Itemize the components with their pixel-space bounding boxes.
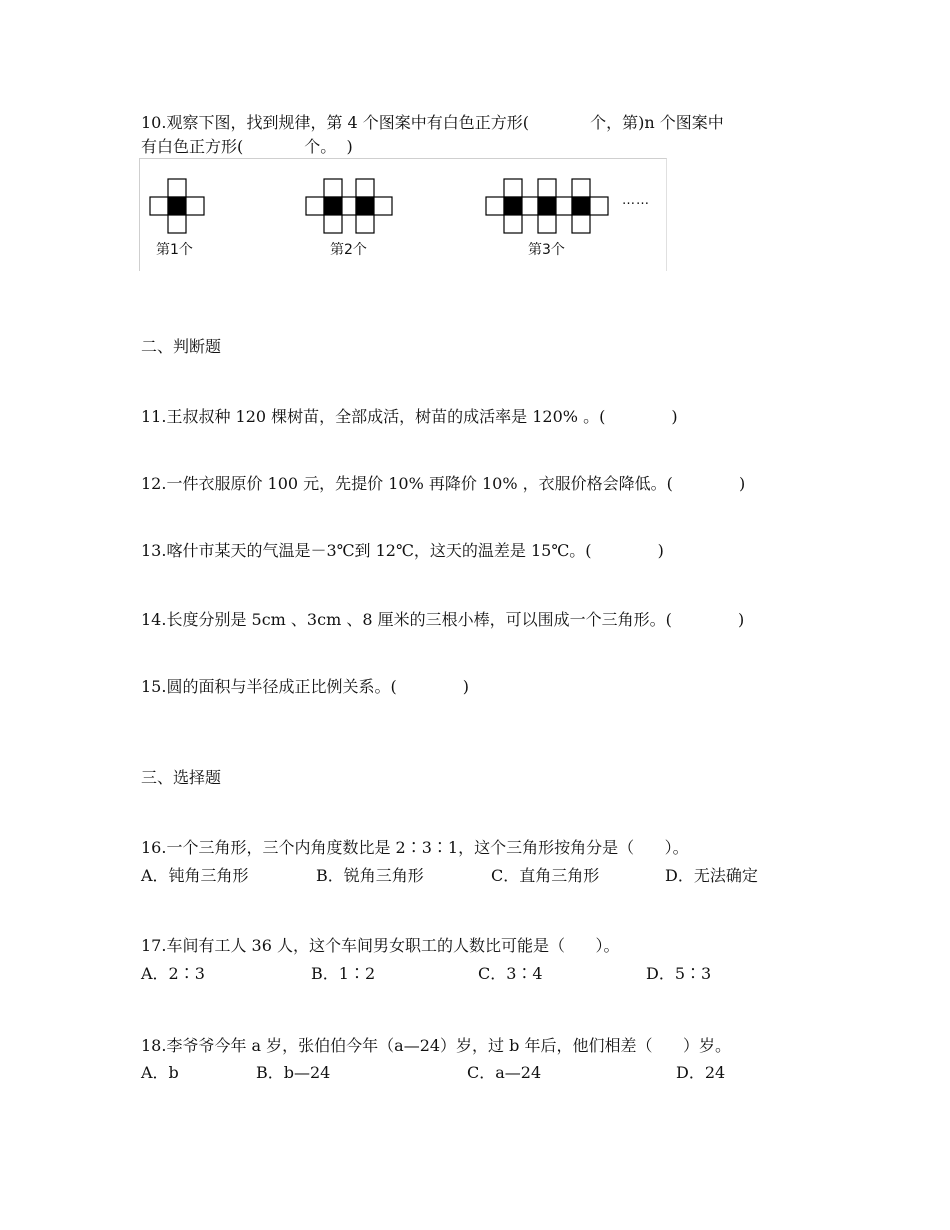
q10-line1: 10.观察下图，找到规律，第 4 个图案中有白色正方形( 个，第)n 个图案中 bbox=[141, 113, 724, 132]
pattern-3 bbox=[486, 179, 608, 233]
choice-17-option-a: A．2∶3 bbox=[141, 964, 205, 983]
pattern-1 bbox=[150, 179, 204, 233]
section-title-choice: 三、选择题 bbox=[141, 768, 222, 787]
choice-16-option-b: B．锐角三角形 bbox=[316, 866, 424, 885]
choice-18-option-c: C．a—24 bbox=[467, 1063, 542, 1082]
choice-16-option-d: D．无法确定 bbox=[665, 866, 758, 885]
figure-label-3: 第3个 bbox=[528, 242, 565, 258]
choice-18-stem: 18.李爷爷今年 a 岁，张伯伯今年（a—24）岁，过 b 年后，他们相差（ ）岁。 bbox=[141, 1036, 731, 1055]
figure-ellipsis: …… bbox=[622, 193, 650, 208]
figure-label-2: 第2个 bbox=[330, 242, 367, 258]
judge-item-12: 12.一件衣服原价 100 元，先提价 10% 再降价 10% ，衣服价格会降低。( ) bbox=[141, 474, 746, 493]
choice-18-option-d: D．24 bbox=[676, 1063, 726, 1082]
choice-18-option-a: A．b bbox=[141, 1063, 179, 1082]
judge-item-15: 15.圆的面积与半径成正比例关系。( ) bbox=[141, 677, 470, 696]
choice-16-stem: 16.一个三角形，三个内角度数比是 2∶3∶1，这个三角形按角分是（ ）。 bbox=[141, 838, 689, 857]
choice-18-option-b: B．b—24 bbox=[256, 1063, 331, 1082]
choice-17-option-b: B．1∶2 bbox=[311, 964, 376, 983]
pattern-figure bbox=[139, 158, 667, 271]
choice-17-stem: 17.车间有工人 36 人，这个车间男女职工的人数比可能是（ ）。 bbox=[141, 936, 620, 955]
figure-label-1: 第1个 bbox=[156, 242, 193, 258]
pattern-svg bbox=[140, 159, 666, 271]
pattern-2 bbox=[306, 179, 392, 233]
choice-16-option-c: C．直角三角形 bbox=[491, 866, 600, 885]
q10-line2: 有白色正方形( 个。 ) bbox=[141, 137, 353, 156]
section-title-judge: 二、判断题 bbox=[141, 337, 222, 356]
choice-17-option-c: C．3∶4 bbox=[478, 964, 543, 983]
choice-17-option-d: D．5∶3 bbox=[646, 964, 712, 983]
judge-item-14: 14.长度分别是 5cm 、3cm 、8 厘米的三根小棒，可以围成一个三角形。( ) bbox=[141, 610, 745, 629]
judge-item-13: 13.喀什市某天的气温是－3℃到 12℃，这天的温差是 15℃。( ) bbox=[141, 541, 664, 560]
judge-item-11: 11.王叔叔种 120 棵树苗，全部成活，树苗的成活率是 120% 。( ) bbox=[141, 407, 678, 426]
choice-16-option-a: A．钝角三角形 bbox=[141, 866, 249, 885]
